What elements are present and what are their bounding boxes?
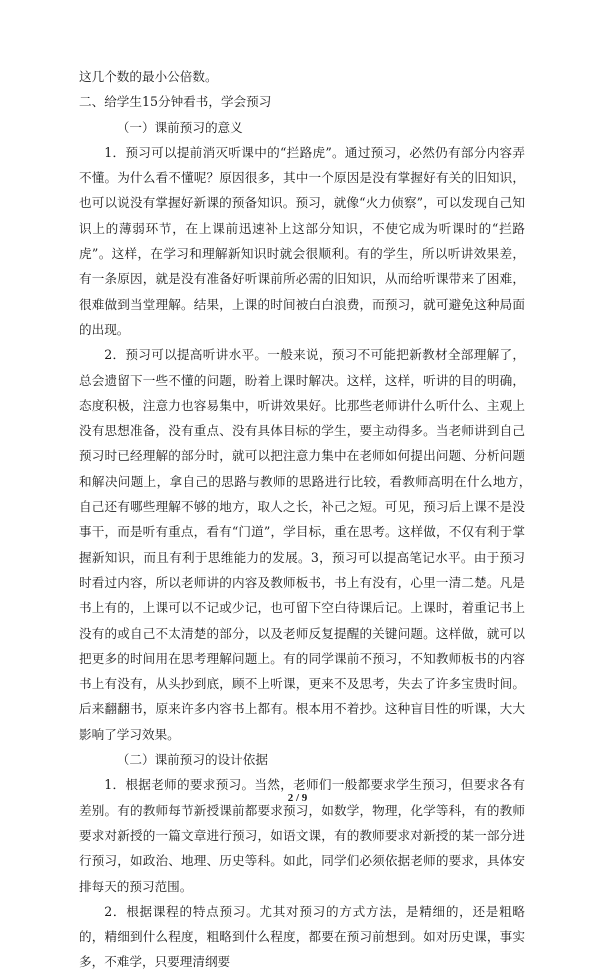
paragraph: 2．根据课程的特点预习。尤其对预习的方式方法，是精细的，还是粗略的，精细到什么程度，粗略到什么程度，都要在预习前想到。如对历史课，事实多，不难学，只要理清纲要 [79,903,525,970]
paragraph-continuation: 这几个数的最小公倍数。 [79,69,218,84]
page-number: 2 / 9 [287,792,308,804]
paragraph: 1．根据老师的要求预习。当然，老师们一般都要求学生预习，但要求各有差别。有的教师每节新授课前都要求预习，如数学，物理，化学等科，有的教师要求对新授的一篇文章进行预习，如语文课，有的教师要求对新授的某一部分进行预习，如政治、地理、历史等科。如此，同学们必须依据老师的要求，具体安排每天的预习范围。 [79,777,525,894]
subsection-heading: （一）课前预习的意义 [116,119,243,135]
section-heading: 二、给学生15分钟看书，学会预习 [79,94,272,110]
paragraph: 2．预习可以提高听讲水平。一般来说，预习不可能把新教材全部理解了，总会遗留下一些不懂的问题，盼着上课时解决。这样，这样，听讲的目的明确，态度积极，注意力也容易集中，听讲效果好。比那些老师讲什么听什么、主观上没有思想准备，没有重点、没有具体目标的学生，要主动得多。当老师讲到自己预习时已经理解的部分时，就可以把注意力集中在老师如何提出问题、分析问题和解决问题上，拿自己的思路与教师的思路进行比较，看教师高明在什么地方， 自己还有哪些理解不够的地方，取人之长，补己之短。可见，预习后上课不是没事干，而是听有重点，看有“门道”，学目标，重在思考。这样做，不仅有利于掌握新知识，而且有利于思维能力的发展。3，预习可以提高笔记水平。由于预习时看过内容，所以老师讲的内容及教师板书，书上有没有，心里一清二楚。凡是书上有的，上课可以不记或少记，也可留下空白待课后记。上课时，着重记书上没有的或自己不太清楚的部分，以及老师反复提醒的关键问题。这样做，就可以把更多的时间用在思考理解问题上。有的同学课前不预习，不知教师板书的内容书上有没有，从头抄到底，顾不上听课，更来不及思考，失去了许多宝贵时间。后来翻翻书，原来许多内容书上都有。根本用不着抄。这种盲目性的听课，大大影响了学习效果。 [79,347,551,742]
paragraph: 1．预习可以提前消灭听课中的“拦路虎”。通过预习，必然仍有部分内容弄不懂。为什么看不懂呢？原因很多，其中一个原因是没有掌握好有关的旧知识，也可以说没有掌握好新课的预备知识。预习，就像“火力侦察”，可以发现自己知识上的薄弱环节，在上课前迅速补上这部分知识，不使它成为听课时的“拦路虎”。这样，在学习和理解新知识时就会很顺利。有的学生，所以听讲效果差，有一条原因，就是没有准备好听课前所必需的旧知识，从而给听课带来了困难，很难做到当堂理解。结果，上课的时间被白白浪费，而预习，就可避免这种局面的出现。 [79,144,525,337]
subsection-heading: （二）课前预习的设计依据 [116,752,268,768]
document-body [79,64,551,975]
